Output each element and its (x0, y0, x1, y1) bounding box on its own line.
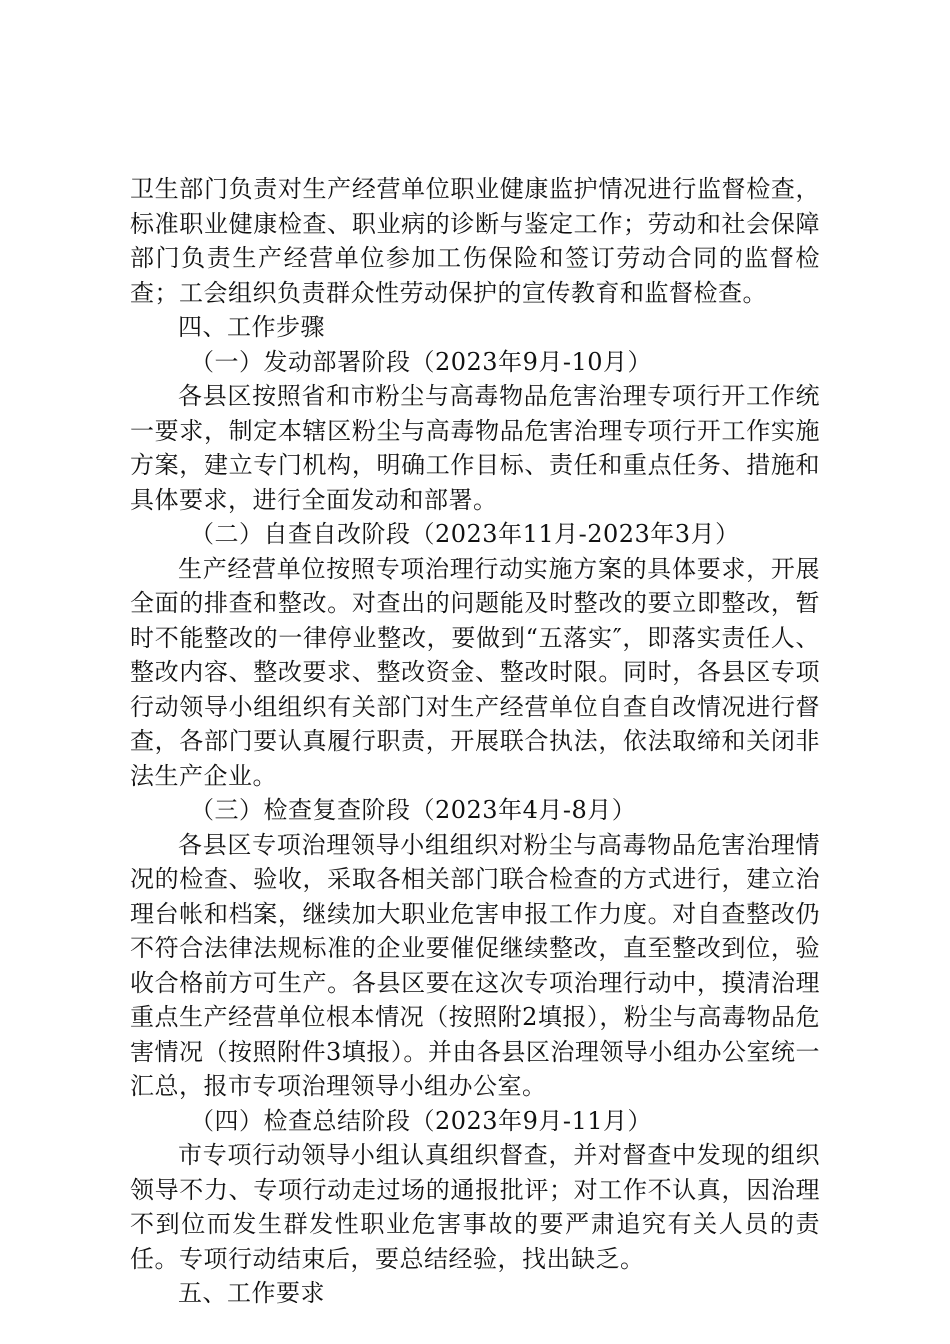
section-heading-work-steps: 四、工作步骤 (178, 313, 325, 341)
paragraph-summary: 市专项行动领导小组认真组织督查，并对督查中发现的组织领导不力、专项行动走过场的通报批评；对工作不认真，因治理不到位而发生群发性职业危害事故的要严肃追究有关人员的责任。专项行动结束后，要总结经验，找出缺乏。 (130, 1141, 820, 1273)
document-body (130, 172, 820, 1311)
subheading-review-stage: （三）检查复查阶段（2023年4月-8月） (190, 796, 637, 824)
paragraph-review: 各县区专项治理领导小组组织对粉尘与高毒物品危害治理情况的检查、验收，采取各相关部门联合检查的方式进行，建立治理台帐和档案，继续加大职业危害申报工作力度。对自查整改仍不符合法律法规标准的企业要催促继续整改，直至整改到位，验收合格前方可生产。各县区要在这次专项治理行动中，摸清治理重点生产经营单位根本情况（按照附2填报），粉尘与高毒物品危害情况（按照附件3填报）。并由各县区治理领导小组办公室统一汇总，报市专项治理领导小组办公室。 (130, 830, 820, 1100)
subheading-self-inspection-stage: （二）自查自改阶段（2023年11月-2023年3月） (190, 520, 740, 548)
paragraph-self-inspection: 生产经营单位按照专项治理行动实施方案的具体要求，开展全面的排查和整改。对查出的问题能及时整改的要立即整改，暂时不能整改的一律停业整改，要做到“五落实″，即落实责任人、整改内容、整改要求、整改资金、整改时限。同时，各县区专项行动领导小组组织有关部门对生产经营单位自查自改情况进行督查，各部门要认真履行职责，开展联合执法，依法取缔和关闭非法生产企业。 (130, 554, 820, 790)
subheading-summary-stage: （四）检查总结阶段（2023年9月-11月） (190, 1106, 652, 1135)
paragraph-health-duties: 卫生部门负责对生产经营单位职业健康监护情况进行监督检查，标准职业健康检查、职业病的诊断与鉴定工作；劳动和社会保障部门负责生产经营单位参加工伤保险和签订劳动合同的监督检查；工会组织负责群众性劳动保护的宣传教育和监督检查。 (130, 175, 820, 307)
paragraph-mobilization: 各县区按照省和市粉尘与高毒物品危害治理专项行开工作统一要求，制定本辖区粉尘与高毒物品危害治理专项行开工作实施方案，建立专门机构，明确工作目标、责任和重点任务、措施和具体要求，进行全面发动和部署。 (130, 382, 820, 514)
section-heading-work-requirements: 五、工作要求 (178, 1279, 325, 1307)
subheading-mobilization-stage: （一）发动部署阶段（2023年9月-10月） (190, 347, 652, 376)
